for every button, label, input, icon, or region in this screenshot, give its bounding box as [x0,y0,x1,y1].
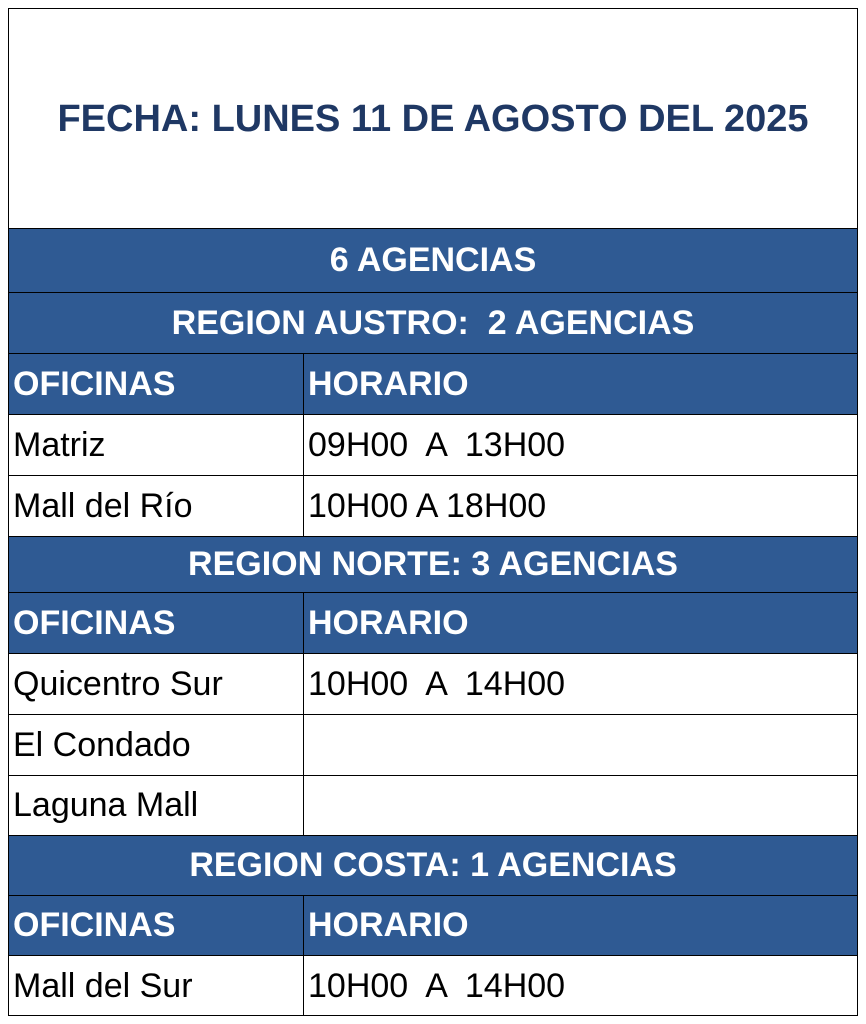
total-agencies-label: 6 AGENCIAS [329,241,537,279]
column-header-row [9,354,857,415]
office-cell: Quicentro Sur [9,654,304,714]
col-office-header: OFICINAS [9,896,304,955]
col-hours-header: HORARIO [308,603,469,642]
title-cell [9,9,857,229]
region-norte-header [9,537,857,593]
office-cell: Mall del Sur [9,956,304,1016]
office-cell: El Condado [9,715,304,775]
column-header-row [9,593,857,654]
hours-cell: 09H00 A 13H00 [308,425,566,464]
hours-cell [304,715,857,775]
table-row [9,956,857,1016]
region-austro-header [9,293,857,354]
region-header-label: REGION AUSTRO: 2 AGENCIAS [171,303,695,342]
schedule-table [8,8,858,1016]
office-cell: Matriz [9,415,304,475]
table-row [9,476,857,537]
office-cell: Laguna Mall [9,776,304,835]
col-hours-header: HORARIO [308,906,469,944]
col-office-header: OFICINAS [9,593,304,653]
total-agencies-banner [9,229,857,293]
region-costa-header [9,836,857,896]
page-title: FECHA: LUNES 11 DE AGOSTO DEL 2025 [57,97,809,140]
col-office-header: OFICINAS [9,354,304,414]
region-header-label: REGION NORTE: 3 AGENCIAS [188,545,678,583]
table-row [9,715,857,776]
column-header-row [9,896,857,956]
table-row [9,654,857,715]
table-row [9,776,857,836]
hours-cell [304,776,857,835]
region-header-label: REGION COSTA: 1 AGENCIAS [189,846,677,884]
table-row [9,415,857,476]
hours-cell: 10H00 A 14H00 [308,966,566,1005]
hours-cell: 10H00 A 14H00 [308,664,566,703]
hours-cell: 10H00 A 18H00 [308,486,547,525]
col-hours-header: HORARIO [308,364,469,403]
office-cell: Mall del Río [9,476,304,536]
